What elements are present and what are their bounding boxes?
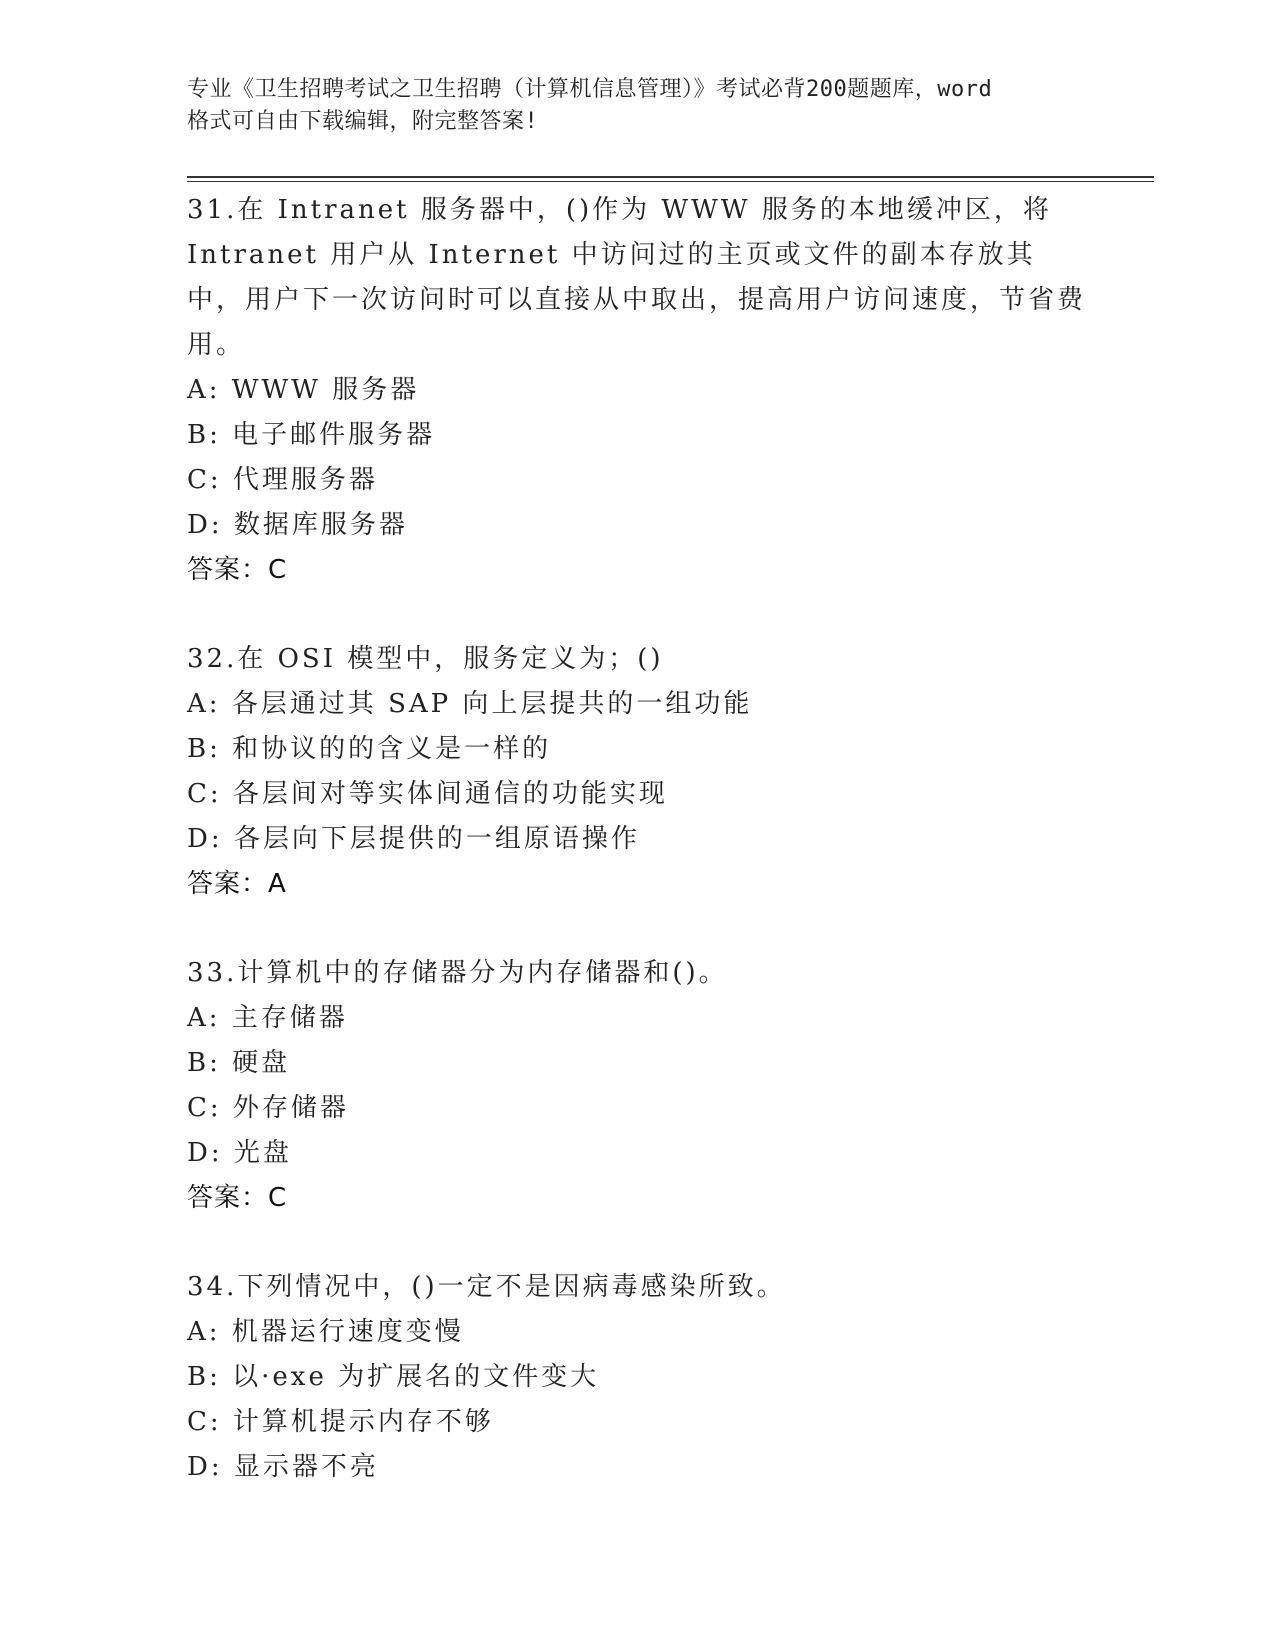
document-header xyxy=(187,74,1087,138)
header-rule-thin xyxy=(187,181,1154,182)
option-d: D: 各层向下层提供的一组原语操作 xyxy=(187,824,640,854)
question-33 xyxy=(187,951,1087,1221)
option-d: D: 光盘 xyxy=(187,1138,292,1168)
option-a: A: WWW 服务器 xyxy=(187,375,420,405)
header-rule-thick xyxy=(187,176,1154,178)
question-text: 33.计算机中的存储器分为内存储器和()。 xyxy=(187,958,728,988)
header-line-2: 格式可自由下载编辑，附完整答案! xyxy=(187,109,539,134)
option-c: C: 外存储器 xyxy=(187,1093,349,1123)
question-31 xyxy=(187,188,1087,593)
answer-line: 答案：C xyxy=(187,555,288,585)
option-a: A: 机器运行速度变慢 xyxy=(187,1317,464,1347)
question-34 xyxy=(187,1265,1087,1490)
question-32 xyxy=(187,637,1087,907)
option-d: D: 数据库服务器 xyxy=(187,510,408,540)
header-line-1: 专业《卫生招聘考试之卫生招聘（计算机信息管理）》考试必背200题题库，word xyxy=(187,77,993,102)
option-c: C: 计算机提示内存不够 xyxy=(187,1407,494,1437)
option-c: C: 各层间对等实体间通信的功能实现 xyxy=(187,779,668,809)
option-a: A: 各层通过其 SAP 向上层提共的一组功能 xyxy=(187,689,753,719)
answer-line: 答案：A xyxy=(187,869,287,899)
spacer xyxy=(187,907,1087,951)
option-b: B: 硬盘 xyxy=(187,1048,291,1078)
question-list xyxy=(187,188,1087,1490)
spacer xyxy=(187,1221,1087,1265)
spacer xyxy=(187,593,1087,637)
answer-line: 答案：C xyxy=(187,1183,288,1213)
option-a: A: 主存储器 xyxy=(187,1003,348,1033)
question-text: 32.在 OSI 模型中，服务定义为；() xyxy=(187,644,664,674)
option-b: B: 电子邮件服务器 xyxy=(187,420,436,450)
option-b: B: 以·exe 为扩展名的文件变大 xyxy=(187,1362,600,1392)
option-d: D: 显示器不亮 xyxy=(187,1452,379,1482)
option-c: C: 代理服务器 xyxy=(187,465,378,495)
option-b: B: 和协议的的含义是一样的 xyxy=(187,734,552,764)
question-text: 34.下列情况中，()一定不是因病毒感染所致。 xyxy=(187,1272,786,1302)
question-text: 31.在 Intranet 服务器中，()作为 WWW 服务的本地缓冲区，将 Intranet 用户从 Internet 中访问过的主页或文件的副本存放其中，用户下一次访问时可以直接从中取出，提高用户访问速度，节省费用。 xyxy=(187,195,1087,360)
